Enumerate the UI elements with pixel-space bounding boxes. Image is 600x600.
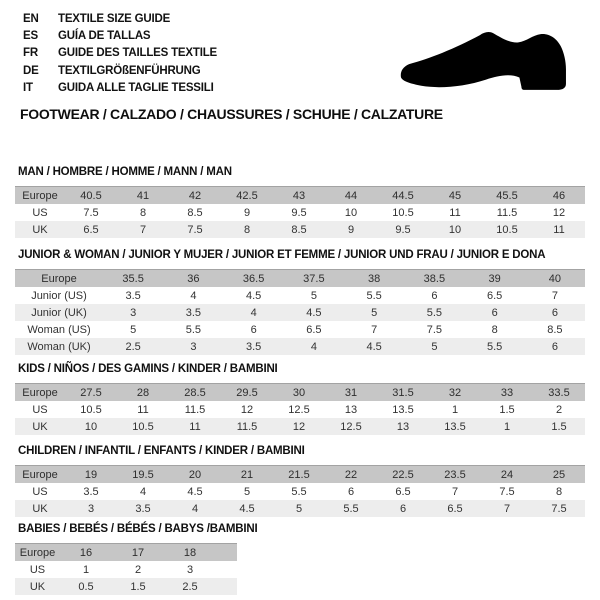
size-value-cell: 39 — [488, 272, 501, 285]
size-table — [15, 269, 585, 355]
row-label-cell: UK — [32, 223, 48, 236]
size-value-cell: 21.5 — [288, 468, 310, 481]
size-value-cell: 5.5 — [343, 502, 359, 515]
size-value-cell: 11 — [189, 420, 201, 433]
size-value-cell: 31.5 — [392, 386, 414, 399]
language-code: EN — [23, 12, 39, 25]
language-label: TEXTILE SIZE GUIDE — [58, 12, 171, 25]
table-title: BABIES / BEBÉS / BÉBÉS / BABYS /BAMBINI — [18, 523, 258, 535]
size-value-cell: 9.5 — [291, 206, 307, 219]
size-value-cell: 1 — [503, 420, 511, 433]
size-value-cell: 5 — [243, 485, 251, 498]
row-label-cell: Europe — [22, 468, 58, 481]
size-value-cell: 6.5 — [306, 323, 322, 336]
size-table-section — [15, 523, 257, 595]
table-row — [15, 418, 585, 435]
row-label-cell: UK — [32, 420, 48, 433]
category-title: FOOTWEAR / CALZADO / CHAUSSURES / SCHUHE / CALZATURE — [20, 106, 443, 122]
size-value-cell: 3 — [190, 340, 197, 353]
table-row — [15, 304, 585, 321]
size-value-cell: 7.5 — [551, 502, 567, 515]
size-value-cell: 12 — [552, 206, 566, 219]
size-value-cell: 13 — [396, 420, 410, 433]
size-value-cell: 6.5 — [447, 502, 463, 515]
row-label-cell: Woman (UK) — [27, 340, 91, 353]
size-value-cell: 12 — [240, 403, 254, 416]
size-value-cell: 1.5 — [551, 420, 567, 433]
size-table — [15, 383, 585, 435]
row-label-cell: Europe — [22, 386, 58, 399]
language-row — [23, 80, 217, 97]
size-value-cell: 40.5 — [80, 189, 102, 202]
table-title: JUNIOR & WOMAN / JUNIOR Y MUJER / JUNIOR ET FEMME / JUNIOR UND FRAU / JUNIOR E DONA — [18, 249, 546, 261]
table-row — [15, 321, 585, 338]
table-row — [15, 483, 585, 500]
size-value-cell: 7 — [503, 502, 511, 515]
size-value-cell: 6 — [431, 289, 438, 302]
size-value-cell: 6 — [250, 323, 257, 336]
size-value-cell: 10 — [344, 206, 358, 219]
size-value-cell: 9 — [243, 206, 251, 219]
language-label: GUÍA DE TALLAS — [58, 30, 151, 43]
row-label-cell: US — [32, 206, 48, 219]
size-value-cell: 7 — [451, 485, 459, 498]
size-value-cell: 6.5 — [83, 223, 99, 236]
size-value-cell: 35.5 — [122, 272, 144, 285]
row-label-cell: Junior (UK) — [31, 306, 87, 319]
size-value-cell: 7.5 — [426, 323, 443, 336]
table-title: KIDS / NIÑOS / DES GAMINS / KINDER / BAMBINI — [18, 363, 278, 375]
shoe-silhouette-icon — [399, 30, 569, 92]
row-label-cell: US — [32, 403, 48, 416]
row-label-cell: Europe — [22, 189, 58, 202]
size-value-cell: 23.5 — [444, 468, 466, 481]
size-value-cell: 8 — [555, 485, 563, 498]
size-value-cell: 4.5 — [306, 306, 322, 319]
size-value-cell: 33 — [500, 386, 514, 399]
size-value-cell: 3.5 — [245, 340, 262, 353]
size-value-cell: 13.5 — [392, 403, 414, 416]
size-value-cell: 8 — [139, 206, 147, 219]
table-row — [15, 544, 237, 562]
size-value-cell: 12.5 — [340, 420, 362, 433]
size-value-cell: 5.5 — [486, 340, 503, 353]
spacer-cell — [216, 544, 237, 562]
size-value-cell: 5 — [371, 306, 378, 319]
size-value-cell: 36 — [187, 272, 200, 285]
table-row — [15, 466, 585, 484]
row-label-cell: Junior (US) — [31, 289, 87, 302]
size-value-cell: 30 — [292, 386, 306, 399]
size-value-cell: 7.5 — [499, 485, 515, 498]
size-value-cell: 13.5 — [444, 420, 466, 433]
size-value-cell: 10.5 — [496, 223, 518, 236]
size-value-cell: 1.5 — [499, 403, 515, 416]
language-row — [23, 10, 217, 27]
size-value-cell: 20 — [188, 468, 202, 481]
size-value-cell: 11 — [449, 206, 461, 219]
language-code: ES — [23, 30, 38, 43]
language-list — [23, 10, 217, 97]
language-row — [23, 45, 217, 62]
table-title: MAN / HOMBRE / HOMME / MANN / MAN — [18, 166, 232, 178]
size-value-cell: 2.5 — [125, 340, 141, 353]
size-value-cell: 9 — [347, 223, 355, 236]
size-value-cell: 18 — [183, 546, 197, 559]
size-value-cell: 6 — [551, 340, 558, 353]
size-value-cell: 3 — [186, 563, 194, 576]
size-value-cell: 5.5 — [426, 306, 443, 319]
size-value-cell: 10 — [448, 223, 462, 236]
size-value-cell: 33.5 — [548, 386, 570, 399]
size-value-cell: 4 — [250, 306, 257, 319]
size-value-cell: 6 — [347, 485, 355, 498]
table-row — [15, 401, 585, 418]
size-value-cell: 1 — [82, 563, 90, 576]
size-value-cell: 38.5 — [423, 272, 446, 285]
size-value-cell: 16 — [79, 546, 93, 559]
size-value-cell: 3.5 — [125, 289, 141, 302]
size-value-cell: 25 — [552, 468, 566, 481]
size-value-cell: 42.5 — [236, 189, 258, 202]
size-value-cell: 5.5 — [291, 485, 307, 498]
size-value-cell: 2 — [134, 563, 142, 576]
size-table — [15, 186, 585, 238]
size-value-cell: 38 — [368, 272, 381, 285]
size-value-cell: 6 — [399, 502, 407, 515]
size-value-cell: 11 — [137, 403, 149, 416]
size-value-cell: 22 — [344, 468, 358, 481]
size-value-cell: 4 — [190, 289, 197, 302]
size-table-section — [15, 249, 585, 355]
size-value-cell: 9.5 — [395, 223, 411, 236]
row-label-cell: UK — [32, 502, 48, 515]
size-value-cell: 12.5 — [288, 403, 310, 416]
size-value-cell: 1.5 — [130, 580, 146, 593]
spacer-cell — [216, 578, 237, 595]
row-label-cell: US — [29, 563, 46, 576]
row-label-cell: Woman (US) — [27, 323, 91, 336]
size-table — [15, 543, 237, 595]
size-value-cell: 12 — [292, 420, 306, 433]
size-value-cell: 8.5 — [187, 206, 203, 219]
size-value-cell: 13 — [344, 403, 358, 416]
size-value-cell: 11.5 — [236, 420, 258, 433]
size-value-cell: 11.5 — [496, 206, 518, 219]
size-value-cell: 4 — [191, 502, 199, 515]
size-value-cell: 5.5 — [185, 323, 202, 336]
size-value-cell: 43 — [292, 189, 306, 202]
table-row — [15, 204, 585, 221]
size-value-cell: 5 — [295, 502, 303, 515]
size-value-cell: 7.5 — [83, 206, 99, 219]
size-value-cell: 3.5 — [83, 485, 99, 498]
size-value-cell: 17 — [131, 546, 145, 559]
size-value-cell: 28 — [136, 386, 150, 399]
table-row — [15, 287, 585, 304]
size-value-cell: 45 — [448, 189, 462, 202]
table-row — [15, 500, 585, 517]
size-value-cell: 8.5 — [291, 223, 307, 236]
size-value-cell: 22.5 — [392, 468, 414, 481]
size-value-cell: 6 — [491, 306, 498, 319]
size-value-cell: 3.5 — [185, 306, 202, 319]
language-label: GUIDE DES TAILLES TEXTILE — [58, 47, 217, 60]
table-row — [15, 221, 585, 238]
row-label-cell: Europe — [19, 546, 56, 559]
table-row — [15, 561, 237, 578]
size-value-cell: 8 — [243, 223, 251, 236]
language-label: TEXTILGRÖßENFÜHRUNG — [58, 64, 201, 77]
size-value-cell: 44 — [344, 189, 358, 202]
size-value-cell: 11 — [553, 223, 565, 236]
size-value-cell: 8 — [491, 323, 498, 336]
size-value-cell: 21 — [240, 468, 254, 481]
size-table-section — [15, 166, 585, 238]
row-label-cell: Europe — [41, 272, 77, 285]
size-value-cell: 31 — [344, 386, 358, 399]
size-value-cell: 5 — [431, 340, 438, 353]
size-value-cell: 4.5 — [187, 485, 203, 498]
size-value-cell: 5.5 — [366, 289, 382, 302]
size-value-cell: 6.5 — [395, 485, 411, 498]
size-value-cell: 6.5 — [486, 289, 503, 302]
table-row — [15, 384, 585, 402]
row-label-cell: UK — [29, 580, 46, 593]
size-value-cell: 6 — [551, 306, 558, 319]
size-value-cell: 7 — [139, 223, 147, 236]
size-value-cell: 36.5 — [242, 272, 265, 285]
table-row — [15, 270, 585, 288]
size-value-cell: 29.5 — [236, 386, 258, 399]
size-value-cell: 37.5 — [303, 272, 325, 285]
size-value-cell: 2.5 — [182, 580, 198, 593]
size-value-cell: 5 — [130, 323, 137, 336]
size-table-section — [15, 445, 585, 517]
size-value-cell: 10.5 — [392, 206, 414, 219]
size-value-cell: 42 — [188, 189, 202, 202]
size-value-cell: 46 — [552, 189, 566, 202]
size-value-cell: 4 — [310, 340, 317, 353]
size-value-cell: 5 — [310, 289, 317, 302]
size-value-cell: 4.5 — [239, 502, 255, 515]
language-code: DE — [23, 64, 39, 77]
size-value-cell: 7 — [371, 323, 378, 336]
table-title: CHILDREN / INFANTIL / ENFANTS / KINDER / BAMBINI — [18, 445, 305, 457]
size-value-cell: 28.5 — [184, 386, 206, 399]
size-value-cell: 0.5 — [78, 580, 94, 593]
table-row — [15, 338, 585, 355]
size-value-cell: 27.5 — [80, 386, 102, 399]
size-value-cell: 11.5 — [184, 403, 206, 416]
row-label-cell: US — [32, 485, 48, 498]
size-value-cell: 3.5 — [135, 502, 151, 515]
size-value-cell: 40 — [548, 272, 561, 285]
size-table — [15, 465, 585, 517]
language-code: FR — [23, 47, 38, 60]
language-label: GUIDA ALLE TAGLIE TESSILI — [58, 82, 214, 95]
size-value-cell: 3 — [130, 306, 137, 319]
size-value-cell: 10 — [84, 420, 98, 433]
size-value-cell: 1 — [451, 403, 459, 416]
size-value-cell: 8.5 — [547, 323, 563, 336]
language-row — [23, 62, 217, 79]
table-row — [15, 187, 585, 205]
size-value-cell: 7 — [551, 289, 558, 302]
size-value-cell: 10.5 — [80, 403, 102, 416]
size-value-cell: 3 — [87, 502, 95, 515]
language-code: IT — [23, 82, 33, 95]
language-row — [23, 27, 217, 44]
size-value-cell: 44.5 — [392, 189, 414, 202]
table-row — [15, 578, 237, 595]
size-value-cell: 4 — [139, 485, 147, 498]
size-value-cell: 45.5 — [496, 189, 518, 202]
size-value-cell: 19.5 — [132, 468, 154, 481]
size-value-cell: 4.5 — [245, 289, 262, 302]
size-value-cell: 41 — [136, 189, 150, 202]
size-value-cell: 19 — [84, 468, 98, 481]
size-value-cell: 7.5 — [187, 223, 203, 236]
size-value-cell: 2 — [555, 403, 563, 416]
size-value-cell: 32 — [448, 386, 462, 399]
size-value-cell: 24 — [500, 468, 514, 481]
size-table-section — [15, 363, 585, 435]
spacer-cell — [216, 561, 237, 578]
size-value-cell: 4.5 — [366, 340, 382, 353]
size-value-cell: 10.5 — [132, 420, 154, 433]
